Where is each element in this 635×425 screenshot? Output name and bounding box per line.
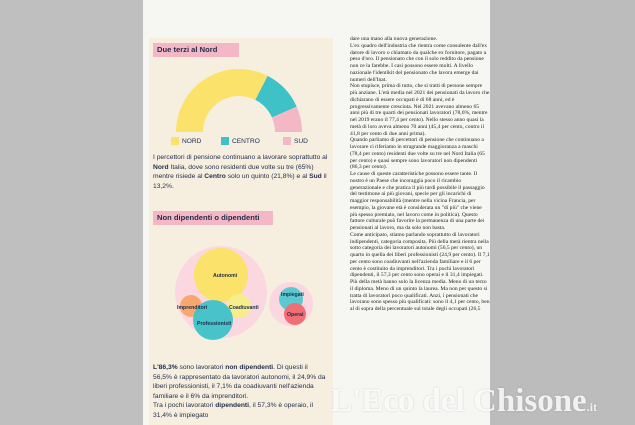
caption-nord [153, 153, 328, 191]
newspaper-page [143, 0, 490, 425]
legend-label-centro: CENTRO [232, 137, 260, 145]
venn-label-operai: Operai [287, 312, 304, 318]
donut-slice-nord [176, 69, 268, 132]
legend-nord [171, 137, 201, 145]
watermark [330, 383, 597, 420]
caption-bold-percent: L'86,3% [153, 364, 178, 371]
caption-bold-dipendenti: dipendenti [215, 402, 250, 409]
caption-text: Tra i pochi lavoratori [153, 402, 216, 409]
caption-text: Italia, dove sono residenti due volte su tre (65%) mentre risiede al [153, 163, 314, 180]
caption-text: il 13,2%. [153, 173, 327, 190]
caption-text: . Di questi il 56,5% è rappresentato da lavoratori autonomi, il 24,9% da liberi professionisti, il 7,1% da coadiuvanti nell'azienda familiare e il 6% da imprenditori. [153, 364, 326, 400]
caption-bold-nord: Nord [153, 163, 169, 171]
caption-bold-non-dipendenti: non dipendenti [225, 364, 274, 371]
venn-label-autonomi: Autonomi [213, 273, 238, 279]
venn-diagram [163, 246, 328, 361]
caption-bold-sud: Sud [309, 173, 322, 180]
venn-label-professionisti: Professionisti [197, 321, 232, 327]
caption-text: I percettori di pensione continuano a lavorare soprattutto al [153, 154, 328, 161]
section-title-dipendenti: Non dipendenti o dipendenti [153, 211, 273, 225]
legend-sud [283, 137, 308, 145]
left-background [0, 0, 143, 425]
legend-centro [221, 137, 260, 145]
section-title-nord: Due terzi al Nord [153, 43, 239, 57]
caption-dipendenti [153, 363, 328, 420]
legend-swatch-sud [283, 137, 291, 145]
watermark-suffix: .it [586, 400, 598, 414]
legend-swatch-nord [171, 137, 179, 145]
legend-label-nord: NORD [182, 137, 202, 145]
venn-label-imprenditori: Imprenditori [177, 305, 208, 311]
legend-swatch-centro [221, 137, 229, 145]
caption-text: , il 57,3% è operaio, il 31,4% è impiegato [153, 402, 313, 419]
caption-text: sono lavoratori [177, 364, 226, 371]
legend-label-sud: SUD [294, 137, 308, 145]
right-background [490, 0, 635, 425]
caption-bold-centro: Centro [204, 173, 226, 180]
venn-label-impiegati: Impiegati [281, 292, 304, 298]
venn-label-coadiuvanti: Coadiuvanti [229, 305, 259, 311]
article-body: dare una mano alla nuova generazione. L'ex quadro dell'industria che rientra come consulente dall'ex datore di lavoro o chiamato da qualche ex fornitore, pagato a peso d'oro. Il pensionato che con il solo reddito da pensione non ce la farebbe. I casi possono essere molti. A livello nazionale l'identikit del pensionato che lavora emerge dai numeri dell'Inat. Non stupisce, prima di tutto, che si tratti di persone sempre più anziane. L'età media nel 2021 dei pensionati da lavoro che dichiarano di essere occupati è di 68 anni, ed è progressivamente cresciuta. Nel 2021 avevano almeno 65 anni più di tre quarti dei pensionati lavoratori (78,6%, mentre nel 2019 erano il 77,4 per cento). Nello stesso anno quasi la metà di loro aveva almeno 70 anni (45,4 per cento, contro il 41,8 per cento di due anni prima). Quando parliamo di percettori di pensione che continuano a lavorare ci riferiamo in stragrande maggioranza a maschi (78,4 per cento) residenti due volte su tre nel Nord Italia (65 per cento) e quasi sempre sono lavoratori non dipendenti (86,3 per cento). Le cause di queste caratteristiche possono essere tante. Il nostro è un Paese che incoraggia poco il ricambio generazionale e che pratica il più tardi possibile il passaggio del testimone ai più giovani, specie per gli incarichi di maggior responsabilità (mentre nella vicina Francia, per esempio, la giovane età è considerata un "di più" che viene più spesso premiato, nel lavoro come in politica). Questo fattore culturale può favorire la permanenza di una parte dei pensionati al lavoro, ma da solo non basta. Come anticipato, stiamo parlando soprattutto di lavoratori indipendenti, categoria composita. Più della metà rientra nella sotto categoria dei lavoratori autonomi (56,5 per cento), un quarto in quella dei liberi professionisti (24,9 per cento). Il 7,1 per cento sono coadiuvanti nell'azienda familiare e il 6 per cento è costituito da imprenditori. Tra i pochi lavoratori dipendenti, il 57,3 per cento sono operai e il 31,4 impiegati. Più della metà hanno solo la licenza media. Meno di un terzo il diploma. Meno di un quinto la laurea. Ma non per questo si tratta di lavoratori poco qualificati. Anzi, i pensionati che lavorano sono spesso più qualificati: sono il 4,1 per cento, ben al di sopra della percentuale sul totale degli occupati (26,5 [350, 36, 490, 312]
watermark-text: L'Eco del Chisone [330, 383, 587, 419]
caption-text: solo un quinto (21,8%) e al [225, 173, 310, 180]
